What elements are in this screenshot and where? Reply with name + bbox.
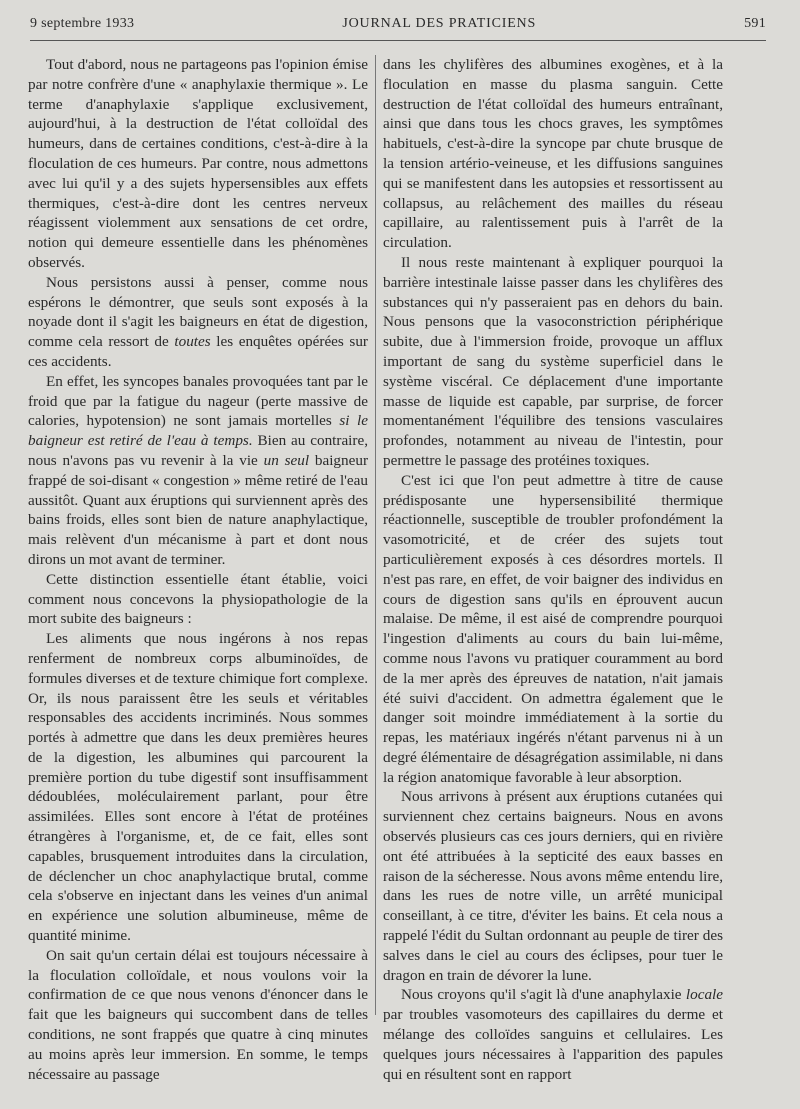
header-date: 9 septembre 1933 (30, 16, 135, 31)
paragraph-text: En effet, les syncopes banales provoquées tant par le froid que par la fatigue du nageur (perte massive de calories, hypotension) ne sont jamais mortelles (28, 372, 368, 430)
italic-text: locale (685, 986, 723, 1004)
paragraph (383, 985, 723, 1084)
paragraph-text: On sait qu'un certain délai est toujours nécessaire à la floculation colloïdale, et nous voulons voir la confirmation de ce que nous venons d'énoncer dans le fait que les baigneurs qui succombent dans de telles conditions, ne sont frappés que quatre à cinq minutes au moins après leur immersion. En somme, le temps nécessaire au passage (28, 946, 368, 1083)
paragraph (383, 787, 723, 985)
paragraph-text: Nous croyons qu'il s'agit là d'une anaphylaxie (401, 986, 686, 1004)
paragraph-text: par troubles vasomoteurs des capillaires du derme et mélange des colloïdes sanguins et cellulaires. Les quelques jours nécessaires à l'apparition des papules qui en résultent sont en rapport (383, 1006, 723, 1083)
paragraph-text: les enquêtes opérées sur ces accidents. (28, 333, 368, 370)
header-rule (30, 40, 766, 41)
paragraph (28, 570, 368, 629)
paragraph (383, 253, 723, 471)
paragraph-text: Nous arrivons à présent aux éruptions cutanées qui surviennent chez certains baigneurs. Nous en avons observés plusieurs cas ces jours derniers, qui en rivière ont été attribuées à la septicité des eaux basses en raison de la sécheresse. Nous avons même entendu lire, dans les rues de notre ville, un arrêté municipal conseillant, à ce titre, d'éviter les bains. Et cela nous a rappelé l'édit du Sultan ordonnant au peuple de tirer des salves dans le ciel au cours des éclipses, pour tuer le dragon en train de dévorer la lune. (383, 788, 723, 984)
paragraph (28, 372, 368, 570)
column-divider (375, 55, 376, 1015)
paragraph-text: Les aliments que nous ingérons à nos repas renferment de nombreux corps albuminoïdes, de formules diverses et de texture chimique fort complexe. Or, ils nous paraissent être les seuls et véritables responsables des accidents incriminés. Nous sommes portés à admettre que dans les deux premières heures de la digestion, les albumines qui parcourent la première portion du tube digestif sont insuffisamment dédoublées, moléculairement parlant, pour être assimilées. Elles sont encore à l'état de protéines étrangères à l'organisme, et, de ce fait, elles sont capables, brusquement introduites dans la circulation, de déclencher un choc anaphylactique brutal, comme cela s'observe en injectant dans les veines d'un animal en expérience une solution albumineuse, même de quantité minime. (28, 630, 368, 945)
paragraph (28, 946, 368, 1085)
italic-text: toutes (174, 333, 211, 351)
paragraph-text: Tout d'abord, nous ne partageons pas l'opinion émise par notre confrère d'une « anaphylaxie thermique ». Le terme d'anaphylaxie s'applique exclusivement, aujourd'hui, à la destruction de l'état colloïdal des humeurs, dans de certaines conditions, c'est-à-dire à la floculation de ces humeurs. Par contre, nous admettons avec lui qu'il y a des sujets hypersensibles aux effets thermiques, c'est-à-dire dont les centres nerveux réagissent violemment aux sensations de cet ordre, notion qui demeure essentielle dans les phénomènes observés. (28, 56, 368, 271)
paragraph-text: Il nous reste maintenant à expliquer pourquoi la barrière intestinale laisse passer dans les chylifères des substances qui n'y passeraient pas en dehors du bain. Nous pensons que la vasoconstriction périphérique subite, due à l'immersion froide, provoque un afflux important de sang du système superficiel dans le système viscéral. Ce déplacement d'une importante masse de liquide est capable, par surprise, de forcer momentanément l'équilibre des tensions vasculaires profondes, notamment au niveau de l'intestin, pour permettre le passage des protéines toxiques. (383, 253, 723, 469)
italic-text: un seul (263, 451, 310, 469)
left-column (28, 55, 369, 1083)
paragraph-text: Nous persistons aussi à penser, comme nous espérons le démontrer, que seuls sont exposés à la noyade dont il s'agit les baigneurs en état de digestion, comme cela ressort de (28, 273, 368, 351)
paragraph-text: Bien au contraire, nous n'avons pas vu revenir à la vie (28, 432, 368, 469)
paragraph (383, 471, 723, 788)
paragraph (28, 55, 368, 273)
italic-text: si le baigneur est retiré de l'eau à temps. (28, 412, 369, 450)
journal-title: JOURNAL DES PRATICIENS (342, 16, 537, 31)
page-number: 591 (744, 16, 766, 31)
paragraph-text: baigneur frappé de soi-disant « congestion » même retiré de l'eau aussitôt. Quant aux éruptions qui surviennent après des bains froids, elles sont bien de nature anaphylactique, mais relèvent d'un mécanisme à part et dont nous dirons un mot avant de terminer. (28, 451, 369, 568)
paragraph-text: C'est ici que l'on peut admettre à titre de cause prédisposante une hypersensibilité thermique réactionnelle, susceptible de troubler profondément la vasomotricité, et de créer des sujets tout particulièrement exposés à ces désordres mortels. Il n'est pas rare, en effet, de voir baigner des individus en cours de digestion sans qu'ils en éprouvent aucun malaise. De même, il est aisé de comprendre pourquoi l'ingestion d'aliments au cours du bain lui-même, comme nous l'avons vu pratiquer couramment au bord de la mer après des épreuves de natation, n'ait jamais été suivi d'accident. On admettra également que le danger soit moindre immédiatement à la sortie du repas, les matériaux ingérés n'étant parvenus ni à un degré élémentaire de désagrégation assimilable, ni dans la région anatomique favorable à leur absorption. (383, 471, 723, 786)
right-column (383, 55, 723, 1083)
running-header (30, 16, 766, 40)
paragraph-text: Cette distinction essentielle étant établie, voici comment nous concevons la physiopathologie de la mort subite des baigneurs : (28, 570, 368, 628)
paragraph-text: dans les chylifères des albumines exogènes, et à la floculation en masse du plasma sanguin. Cette destruction de l'état colloïdal des humeurs entraînant, ainsi que dans tous les chocs graves, les symptômes habituels, c'est-à-dire la syncope par chute brusque de la tension artério-veineuse, et les diffusions sanguines qui se manifestent dans les autopsies et ressortissent au collapsus, au relâchement des mailles du réseau capillaire, au ralentissement puis à l'arrêt de la circulation. (383, 56, 723, 252)
paragraph (28, 273, 368, 372)
paragraph-continued (383, 55, 723, 253)
paragraph (28, 629, 368, 946)
